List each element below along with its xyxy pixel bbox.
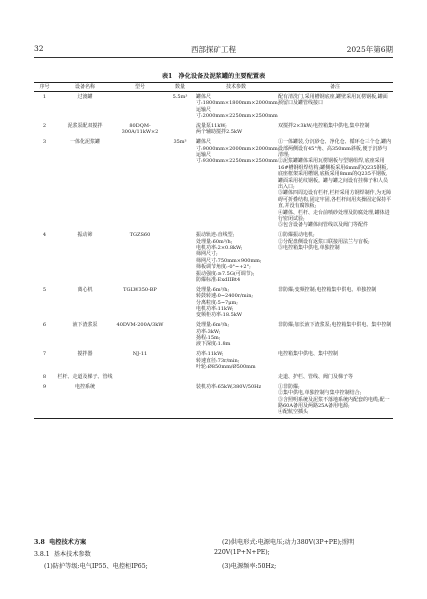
equipment-model: TGZS60 xyxy=(129,232,151,239)
equipment-model xyxy=(115,382,165,418)
table-row xyxy=(34,92,393,122)
column-header: 备注 xyxy=(277,83,393,92)
remarks: 配有清洗门,采用槽钢底座,罐壁采用瓦楞钢板,罐面预留口及罐管线接口 xyxy=(278,93,388,107)
page-header xyxy=(34,44,393,56)
equipment-model: NJ-11 xyxy=(132,351,148,358)
column-header: 数量 xyxy=(165,83,195,92)
table-row xyxy=(34,121,393,137)
equipment-name: 泥浆泵配双搅拌 xyxy=(67,122,103,129)
issue-label: 2025年第6期 xyxy=(346,45,393,54)
section-heading-number: 3.8 xyxy=(34,539,45,546)
header-rule xyxy=(34,57,393,58)
remarks: ①一体罐装,分沉砂仓、净化仓、循环仓三个仓,罐内设部两侧设有45°角、高350mm斜板,便于沉砂与清理; ②泥浆罐罐体采用瓦楞钢板与型钢组焊,底座采用16#槽钢组焊结构;罐侧板采用6mm的Q235钢板,底座框架采用槽钢,底板采用8mm的Q235平钢板,罐面采用花纹钢板。罐与罐之间设有挂梯子和人员出入口; ③罐体四周边设有栏杆,栏杆采用方钢焊制作,为无障碍可折叠结构,固定牢固,各栏杆间用夹操固定保持平直,并没有腐蚀板; ④罐体、栏杆、走台前喷砂处理及防腐处理,罐体进行密闭试验; ⑤包含设备与罐体间管线以及阀门等配件 xyxy=(278,139,392,229)
equipment-name: 振动筛 xyxy=(77,232,93,239)
power-supply-item: (2)供电形式:电源电压;动力380V(3P+PE);照明 xyxy=(222,539,355,546)
equipment-name: 栏杆、走道及梯子、管线 xyxy=(57,374,113,381)
equipment-name: 过渡罐 xyxy=(77,93,93,100)
column-header: 型号 xyxy=(115,83,165,92)
remarks: 双搅拌2×3kW;电控箱集中供电,集中控制 xyxy=(278,122,370,129)
technical-params xyxy=(195,373,277,383)
column-header: 技术参数 xyxy=(195,83,277,92)
equipment-quantity xyxy=(165,350,195,373)
equipment-quantity xyxy=(165,321,195,350)
equipment-quantity: 35m³ xyxy=(173,139,187,146)
remarks: 电控箱集中供电、集中控制 xyxy=(278,351,339,358)
equipment-model: 40DVM-200A/3kW xyxy=(116,322,164,329)
technical-params: 处理量:6m³/h; 转鼓转速:0~2400r/min; 分离粒度:5~7μm; 电机功率:11kW; 变频柜功率:18.5kW xyxy=(196,286,254,319)
technical-params: 装机功率:65kW,380V/50Hz xyxy=(195,382,277,418)
equipment-model xyxy=(115,373,165,383)
row-number: 1 xyxy=(42,93,47,100)
equipment-name: 液下渣浆泵 xyxy=(72,322,98,329)
equipment-quantity xyxy=(165,231,195,286)
equipment-quantity xyxy=(165,121,195,137)
remarks: 走道、护栏、管线、阀门及梯子等 xyxy=(278,374,354,381)
row-number: 5 xyxy=(42,286,47,293)
technical-params: 罐体尺寸:1800mm×1800mm×2000mm; 运输尺寸:2000mm×2250mm×2500mm xyxy=(196,93,280,120)
technical-params: 流量泵11kW; 两个辅助搅拌2.5kW xyxy=(196,122,243,136)
table-row xyxy=(34,138,393,231)
table-caption: 表1 净化设备及泥浆罐的主要配置表 xyxy=(161,73,266,80)
remarks: 非防爆;加长液下渣浆泵;电控箱集中供电、集中控制 xyxy=(278,322,392,329)
section-heading-text: 电控技术方案 xyxy=(49,539,87,546)
technical-params: 处理量:6m³/h; 功率:3kW; 扬程:15m; 液下深度:1.8m xyxy=(196,322,231,348)
equipment-name: 电控系统 xyxy=(55,382,115,418)
page-number: 32 xyxy=(34,44,44,53)
equipment-quantity: 5.5m³ xyxy=(172,93,188,100)
remarks: ①防爆振动电机; ②分配盘侧设有返浆口联接用法兰与盲板; ③电控箱集中供电,单独控制 xyxy=(278,232,370,251)
equipment-name: 搅拌器 xyxy=(77,351,93,358)
remarks: ①非防爆; ②集中供电,单独控制与集中控制结合; ③含照明系统及泥浆不落地系统内配套的电缆;配一路60A备用及两路25A备用电源; ④配航空插头 xyxy=(277,382,393,418)
remarks: 非防爆;变频控制;电控箱集中供电、单独控制 xyxy=(278,286,377,293)
equipment-quantity xyxy=(165,285,195,320)
power-frequency-item: (3)电源频率:50Hz; xyxy=(222,563,277,570)
equipment-table xyxy=(34,82,393,419)
section-heading xyxy=(34,537,86,546)
power-supply-item-continued: 220V(1P+N+PE); xyxy=(214,549,270,556)
table-row xyxy=(34,285,393,320)
equipment-model xyxy=(115,92,165,122)
technical-params: 功率:11kW; 转速直径:73r/min; 叶轮:Ø850mm/Ø500mm xyxy=(196,351,256,371)
table-row xyxy=(34,373,393,383)
table-row xyxy=(34,231,393,286)
column-header: 序号 xyxy=(34,83,55,92)
row-number: 3 xyxy=(42,139,47,146)
row-number: 2 xyxy=(42,122,47,129)
subsection-heading xyxy=(34,549,91,558)
equipment-name: 一体化泥浆罐 xyxy=(69,139,100,146)
row-number: 8 xyxy=(42,374,47,381)
row-number: 6 xyxy=(42,322,47,329)
equipment-name: 离心机 xyxy=(77,286,93,293)
row-number: 7 xyxy=(42,351,47,358)
technical-params: 罐体尺寸:9000mm×2000mm×2000mm; 运输尺寸:9300mm×2250mm×2500mm xyxy=(196,139,280,165)
equipment-model xyxy=(115,138,165,231)
equipment-quantity xyxy=(165,382,195,418)
technical-params: 振动轨迹:直线型; 处理量:60m³/h; 电机功率:2×0.8kW; 筛网尺寸; 筛网尺寸:750mm×900mm; 筛板调节角度:-0°~+2°; 振动强度:≥7.5G(可调节); 防爆标准:ExdIIBt4 xyxy=(196,232,262,283)
table-header-row xyxy=(34,83,393,92)
table-row xyxy=(34,321,393,350)
table-row xyxy=(34,382,393,418)
subsection-number: 3.8.1 xyxy=(34,551,50,558)
subsection-text: 基本技术参数 xyxy=(53,551,91,558)
column-header: 设备名称 xyxy=(55,83,115,92)
journal-title: 西部探矿工程 xyxy=(191,45,236,54)
equipment-quantity xyxy=(165,373,195,383)
protection-level-item: (1)防护等级:电气IP55、电控柜IP65; xyxy=(44,563,148,570)
row-number: 4 xyxy=(42,232,47,239)
row-number: 9 xyxy=(34,382,55,418)
table-row xyxy=(34,350,393,373)
equipment-model: TGLW350-BP xyxy=(123,286,157,293)
equipment-model: 80DQM-300A/11kW×2 xyxy=(121,122,159,136)
